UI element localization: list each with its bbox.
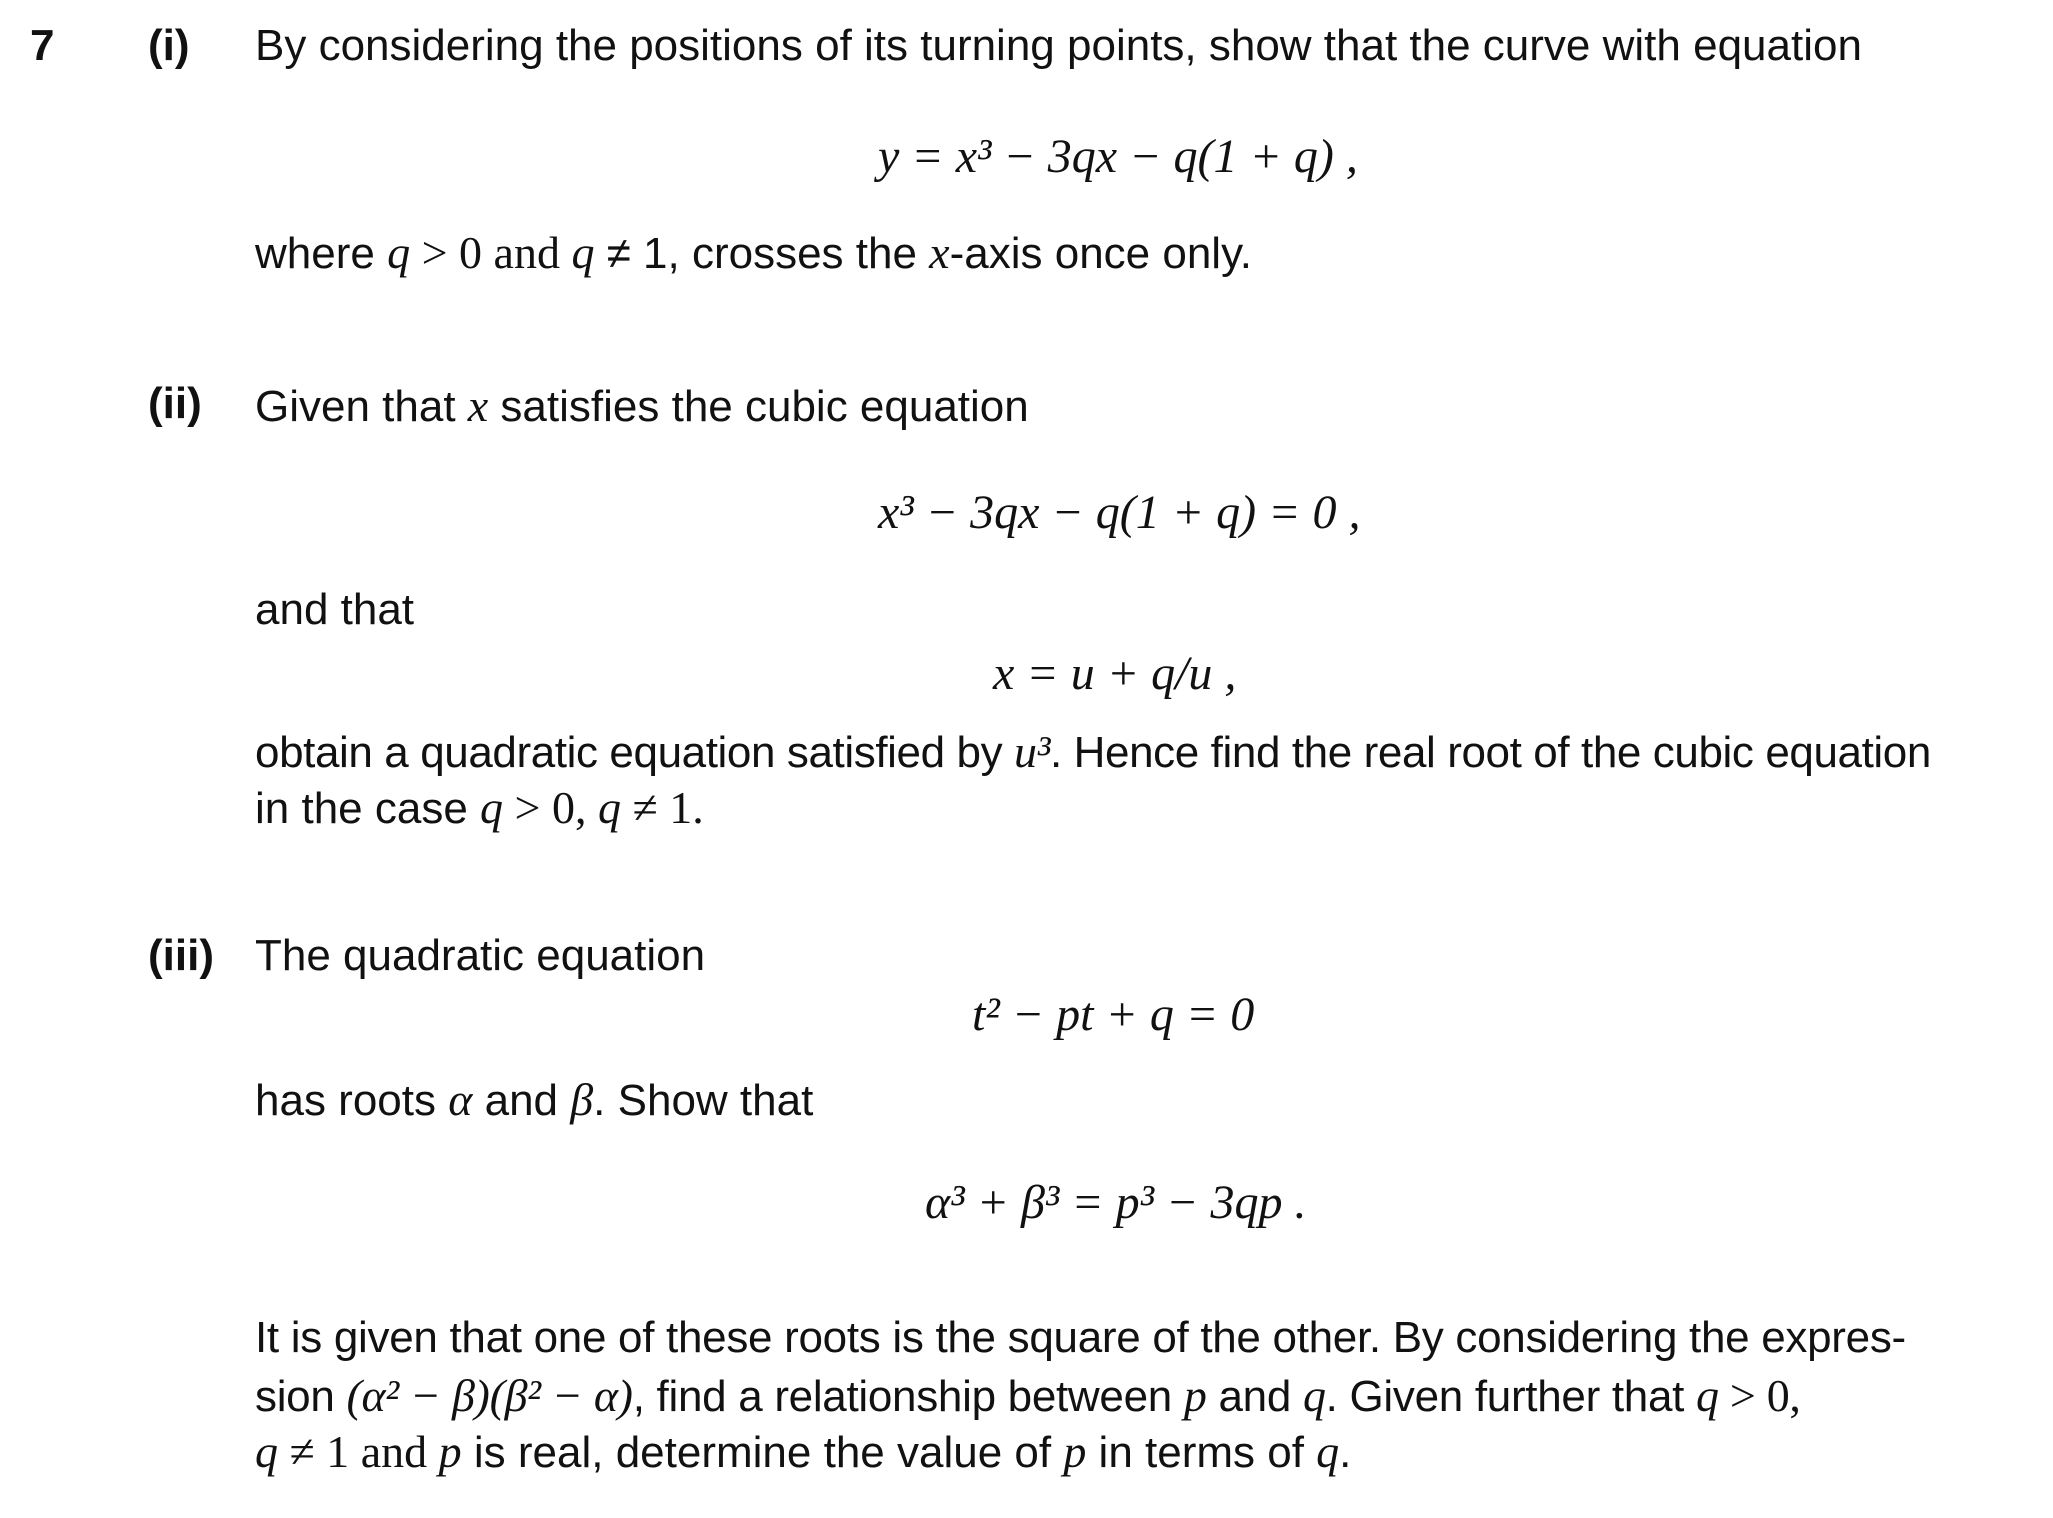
text-segment: . Show that [593,1076,814,1125]
text-segment: and [472,1076,571,1125]
text-segment: > 0, [1718,1370,1801,1421]
part-ii-equation-1-text: x³ − 3qx − q(1 + q) = 0 , [878,486,1361,539]
math-var-q: q [571,227,595,278]
part-i-equation [878,128,1358,186]
math-var-q: q [1316,1426,1340,1477]
part-iii-equation-1 [972,986,1254,1044]
text-segment: > 0 and [410,227,572,278]
part-iii-final-line-2 [255,1368,1801,1424]
part-iii-intro: The quadratic equation [255,931,706,980]
text-segment: sion [255,1372,347,1421]
part-ii-after-line-1 [255,724,1931,780]
text-segment: where [255,229,388,278]
math-var-x: x [467,380,489,431]
math-var-q: q [387,227,411,278]
part-iii-final-line-1: It is given that one of these roots is the square of the other. By considering the expres- [255,1313,1906,1362]
part-iii-label: (iii) [148,931,214,980]
text-segment: . Hence find the real root of the cubic equation [1050,728,1931,777]
text-segment: in terms of [1086,1428,1317,1477]
math-var-q: q [255,1426,278,1477]
math-var-q: q [1302,1370,1326,1421]
math-var-q: q [480,782,504,833]
text-segment: -axis once only. [949,229,1253,278]
part-ii-equation-2 [993,645,1236,703]
text-segment: > 0, [503,782,598,833]
text-segment: ≠ 1, crosses the [594,229,930,278]
part-ii-after-line-2 [255,780,704,836]
part-ii-middle: and that [255,585,415,634]
part-i-intro: By considering the positions of its turning points, show that the curve with equation [255,21,1862,70]
part-ii-equation-2-text: x = u + q/u , [993,647,1237,700]
math-var-p: p [1063,1426,1087,1477]
text-segment: . Given further that [1325,1372,1696,1421]
text-segment: ≠ 1 and [278,1426,439,1477]
math-var-p: p [438,1426,462,1477]
part-iii-equation-2 [925,1174,1306,1232]
math-var-p: p [1183,1370,1207,1421]
math-beta: β [570,1074,594,1125]
text-segment: Given that [255,382,468,431]
text-segment: , find a relationship between [632,1372,1184,1421]
text-segment: obtain a quadratic equation satisfied by [255,728,1015,777]
part-ii-intro [255,378,1029,434]
text-segment: in the case [255,784,481,833]
math-var-q: q [597,782,621,833]
question-number: 7 [30,21,55,70]
math-expression: (α² − β)(β² − α) [346,1370,633,1421]
part-iii-final-line-3 [255,1424,1351,1480]
text-segment: ≠ 1. [620,782,704,833]
part-i-label: (i) [148,21,190,70]
part-i-after [255,225,1252,281]
text-segment: has roots [255,1076,449,1125]
part-ii-label: (ii) [148,379,202,428]
math-u-cubed: u³ [1014,726,1051,777]
text-segment: . [1339,1428,1352,1477]
part-ii-equation-1 [878,484,1361,542]
part-iii-equation-2-text: α³ + β³ = p³ − 3qp . [925,1176,1307,1229]
text-segment: and [1206,1372,1303,1421]
text-segment: is real, determine the value of [461,1428,1064,1477]
part-iii-middle [255,1072,813,1128]
part-i-equation-text: y = x³ − 3qx − q(1 + q) , [878,130,1358,183]
math-var-q: q [1695,1370,1719,1421]
part-iii-equation-1-text: t² − pt + q = 0 [972,988,1255,1041]
math-alpha: α [448,1074,473,1125]
text-segment: satisfies the cubic equation [488,382,1029,431]
math-var-x: x [929,227,950,278]
